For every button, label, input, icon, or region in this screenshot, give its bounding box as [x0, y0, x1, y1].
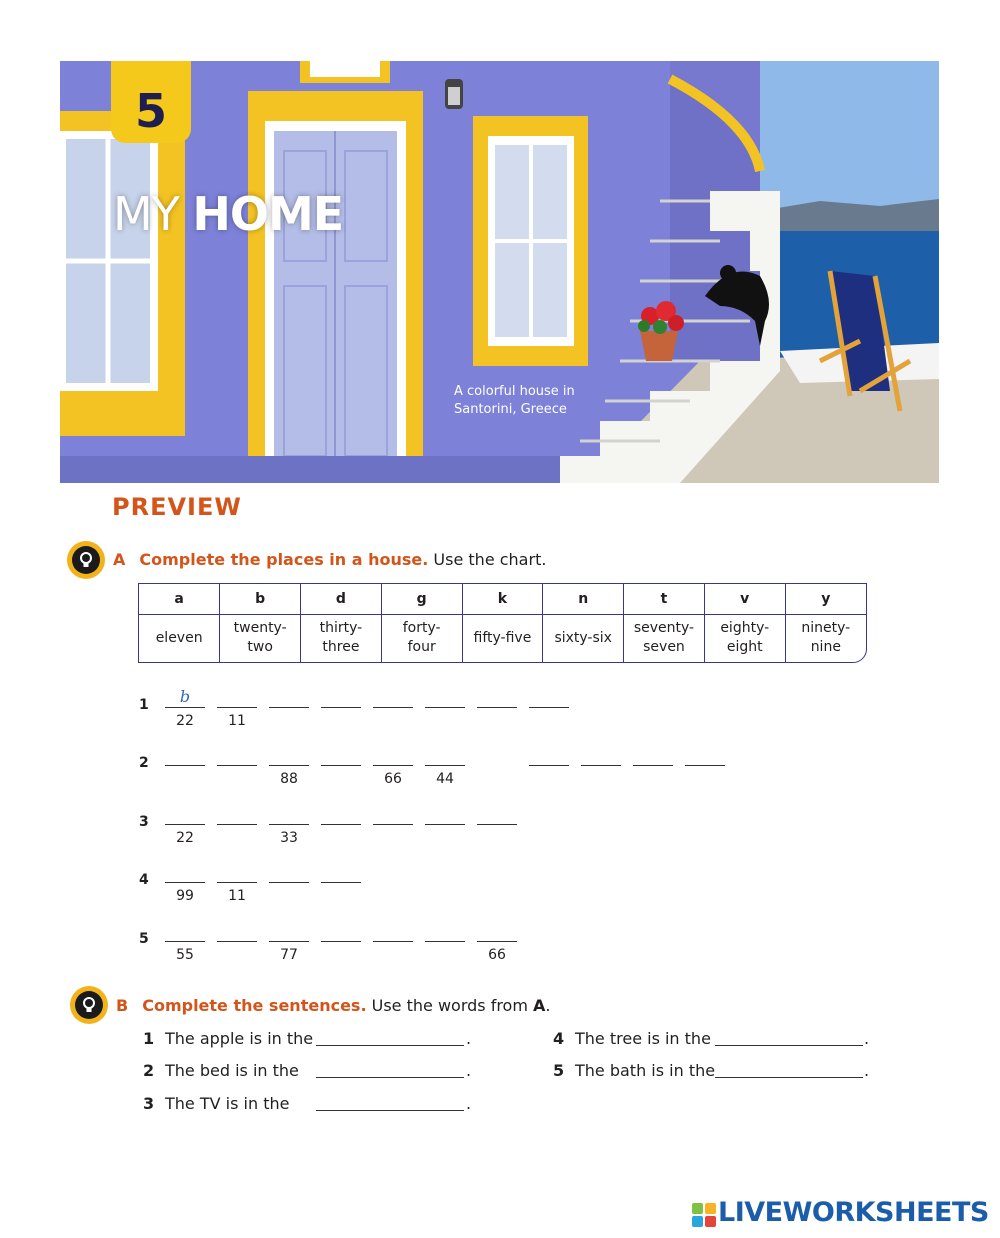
- chart-number-cell: [220, 614, 301, 662]
- slot-underline: [581, 765, 621, 766]
- caption-line-2: Santorini, Greece: [454, 402, 567, 417]
- slot-underline: [217, 765, 257, 766]
- puzzle-number: 1: [139, 697, 149, 713]
- chart-number-cell: [301, 614, 382, 662]
- sentence-number: 4: [553, 1029, 565, 1048]
- activity-b-end: .: [545, 996, 551, 1015]
- answer-blank[interactable]: [715, 1077, 863, 1078]
- sentence-end: .: [466, 1061, 472, 1080]
- letter-slot[interactable]: [165, 868, 205, 908]
- chart-number-line2: nine: [810, 639, 841, 656]
- slot-underline: [477, 707, 517, 708]
- sentence-4: [553, 1029, 873, 1051]
- logo-tiles-icon: [692, 1203, 716, 1227]
- unit-title-bold: HOME: [192, 187, 344, 241]
- sentence-end: .: [864, 1061, 870, 1080]
- slot-underline: [321, 824, 361, 825]
- letter-slot[interactable]: [373, 810, 413, 850]
- chart-number-cell: [381, 614, 462, 662]
- puzzle-1: [139, 687, 759, 733]
- sentence-5: [553, 1061, 873, 1083]
- unit-title-light: MY: [113, 187, 179, 241]
- slot-underline: [373, 707, 413, 708]
- chart-letter-t: t: [624, 584, 705, 614]
- chart-number-cell: [543, 614, 624, 662]
- chart-number-cell: [139, 614, 220, 662]
- slot-underline: [321, 941, 361, 942]
- puzzle-number: 3: [139, 814, 149, 830]
- sentence-text: The apple is in the: [165, 1029, 314, 1048]
- lightbulb-icon: [70, 986, 108, 1024]
- slot-underline: [165, 882, 205, 883]
- sentence-number: 3: [143, 1094, 155, 1113]
- chart-letter-n: n: [543, 584, 624, 614]
- slot-number-hint: 66: [384, 771, 402, 787]
- slot-underline: [269, 707, 309, 708]
- activity-a-instruction: Use the chart.: [433, 550, 547, 569]
- letter-slot[interactable]: [217, 693, 257, 733]
- hero-photo: [60, 61, 939, 483]
- letter-slot[interactable]: [269, 810, 309, 850]
- slot-underline: [633, 765, 673, 766]
- santorini-house-illustration: [60, 61, 939, 483]
- puzzle-2: [139, 751, 759, 791]
- chart-letter-y: y: [785, 584, 866, 614]
- unit-title: [113, 187, 343, 241]
- logo-wordmark: LIVEWORKSHEETS: [718, 1197, 989, 1228]
- sentence-number: 2: [143, 1061, 155, 1080]
- answer-blank[interactable]: [316, 1110, 464, 1111]
- letter-slot[interactable]: [425, 751, 465, 791]
- slot-underline: [477, 824, 517, 825]
- letter-slot[interactable]: [321, 751, 361, 791]
- activity-b-instruction: [372, 996, 551, 1015]
- slot-number-hint: 33: [280, 830, 298, 846]
- chart-number-line2: two: [247, 639, 273, 656]
- letter-slot[interactable]: [321, 868, 361, 908]
- puzzle-5: [139, 927, 759, 967]
- letter-slot[interactable]: [477, 810, 517, 850]
- caption-line-1: A colorful house in: [454, 384, 575, 399]
- puzzle-number: 5: [139, 931, 149, 947]
- letter-slot[interactable]: [581, 751, 621, 791]
- slot-number-hint: 11: [228, 713, 246, 729]
- letter-slot[interactable]: [165, 810, 205, 850]
- letter-slot[interactable]: [217, 927, 257, 967]
- slot-number-hint: 99: [176, 888, 194, 904]
- activity-a-task: Complete the places in a house.: [139, 550, 429, 569]
- sentence-text: The tree is in the: [575, 1029, 711, 1048]
- letter-slot[interactable]: [373, 927, 413, 967]
- slot-underline: [269, 882, 309, 883]
- chart-number-line1: thirty-: [319, 620, 363, 637]
- chart-number-cell: [704, 614, 785, 662]
- letter-slot[interactable]: [217, 810, 257, 850]
- slot-underline: [165, 707, 205, 708]
- letter-slot[interactable]: [529, 693, 569, 733]
- slot-underline: [321, 765, 361, 766]
- slot-underline: [373, 824, 413, 825]
- slot-answer: b: [179, 687, 191, 706]
- chart-number-cell: [785, 614, 866, 662]
- activity-a-heading: [113, 550, 546, 569]
- slot-underline: [217, 707, 257, 708]
- letter-slot[interactable]: [269, 927, 309, 967]
- chart-number-line1: forty-: [402, 620, 441, 637]
- preview-heading: PREVIEW: [112, 493, 242, 521]
- slot-underline: [425, 707, 465, 708]
- letter-slot[interactable]: [529, 751, 569, 791]
- puzzle-4: [139, 868, 759, 908]
- slot-number-hint: 22: [176, 713, 194, 729]
- puzzle-number: 4: [139, 872, 149, 888]
- letter-slot[interactable]: [477, 693, 517, 733]
- letter-slot[interactable]: [373, 751, 413, 791]
- chart-number-line2: eight: [726, 639, 763, 656]
- slot-underline: [685, 765, 725, 766]
- slot-underline: [269, 824, 309, 825]
- slot-number-hint: 88: [280, 771, 298, 787]
- letter-slot[interactable]: [633, 751, 673, 791]
- sentence-end: .: [864, 1029, 870, 1048]
- slot-underline: [529, 765, 569, 766]
- slot-number-hint: 55: [176, 947, 194, 963]
- letter-slot[interactable]: [321, 810, 361, 850]
- letter-slot[interactable]: [425, 693, 465, 733]
- chart-letter-b: b: [220, 584, 301, 614]
- answer-blank[interactable]: [316, 1045, 464, 1046]
- letter-slot[interactable]: [425, 810, 465, 850]
- slot-underline: [425, 824, 465, 825]
- letter-slot[interactable]: [321, 693, 361, 733]
- chart-number-line1: eleven: [155, 629, 203, 646]
- activity-b-letter: B: [116, 996, 129, 1015]
- answer-blank[interactable]: [715, 1045, 863, 1046]
- sentence-number: 5: [553, 1061, 565, 1080]
- letter-slot[interactable]: [217, 751, 257, 791]
- chart-number-line1: seventy-: [633, 620, 695, 637]
- slot-number-hint: 11: [228, 888, 246, 904]
- slot-underline: [217, 824, 257, 825]
- slot-underline: [217, 941, 257, 942]
- slot-underline: [269, 765, 309, 766]
- sentence-1: [143, 1029, 483, 1051]
- slot-number-hint: 22: [176, 830, 194, 846]
- puzzle-number: 2: [139, 755, 149, 771]
- letter-slot[interactable]: [373, 693, 413, 733]
- activity-b-heading: [116, 996, 551, 1015]
- slot-underline: [321, 707, 361, 708]
- slot-underline: [165, 765, 205, 766]
- puzzle-3: [139, 810, 759, 850]
- chart-letter-d: d: [301, 584, 382, 614]
- slot-underline: [269, 941, 309, 942]
- sentence-number: 1: [143, 1029, 155, 1048]
- chart-number-line1: eighty-: [720, 620, 770, 637]
- slot-number-hint: 44: [436, 771, 454, 787]
- lightbulb-icon: [67, 541, 105, 579]
- slot-underline: [529, 707, 569, 708]
- letter-slot[interactable]: [165, 687, 205, 733]
- letter-slot[interactable]: [217, 868, 257, 908]
- slot-underline: [165, 824, 205, 825]
- activity-b-ref: A: [533, 996, 546, 1015]
- answer-blank[interactable]: [316, 1077, 464, 1078]
- chart-letter-a: a: [139, 584, 220, 614]
- chart-letter-v: v: [704, 584, 785, 614]
- chart-number-line1: fifty-five: [473, 629, 532, 646]
- chart-letter-k: k: [462, 584, 543, 614]
- chart-number-line2: three: [322, 639, 360, 656]
- sentence-text: The bed is in the: [165, 1061, 299, 1080]
- letter-slot[interactable]: [685, 751, 725, 791]
- letter-slot[interactable]: [165, 927, 205, 967]
- letter-slot[interactable]: [321, 927, 361, 967]
- sentence-end: .: [466, 1029, 472, 1048]
- letter-slot[interactable]: [425, 927, 465, 967]
- chart-number-line1: sixty-six: [554, 629, 612, 646]
- chart-number-cell: [624, 614, 705, 662]
- slot-underline: [217, 882, 257, 883]
- slot-underline: [477, 941, 517, 942]
- sentence-2: [143, 1061, 483, 1083]
- sentence-3: [143, 1094, 483, 1116]
- slot-underline: [425, 941, 465, 942]
- letter-slot[interactable]: [269, 751, 309, 791]
- chart-number-line1: ninety-: [801, 620, 851, 637]
- sentence-text: The TV is in the: [165, 1094, 290, 1113]
- slot-underline: [165, 941, 205, 942]
- activity-a-letter: A: [113, 550, 126, 569]
- sentence-text: The bath is in the: [575, 1061, 716, 1080]
- slot-underline: [425, 765, 465, 766]
- chart-number-line1: twenty-: [233, 620, 287, 637]
- activity-b-task: Complete the sentences.: [142, 996, 367, 1015]
- letter-slot[interactable]: [477, 927, 517, 967]
- unit-number-badge: 5: [111, 61, 191, 143]
- slot-number-hint: 66: [488, 947, 506, 963]
- number-letter-chart: [138, 583, 867, 663]
- activity-b-instruction-text: Use the words from: [371, 996, 528, 1015]
- chart-letter-g: g: [381, 584, 462, 614]
- sentence-end: .: [466, 1094, 472, 1113]
- chart-number-cell: [462, 614, 543, 662]
- letter-slot[interactable]: [269, 868, 309, 908]
- slot-underline: [373, 765, 413, 766]
- chart-number-line2: seven: [643, 639, 685, 656]
- photo-caption: [454, 383, 614, 419]
- letter-slot[interactable]: [165, 751, 205, 791]
- letter-slot[interactable]: [269, 693, 309, 733]
- slot-underline: [321, 882, 361, 883]
- chart-number-line2: four: [407, 639, 436, 656]
- slot-number-hint: 77: [280, 947, 298, 963]
- slot-underline: [373, 941, 413, 942]
